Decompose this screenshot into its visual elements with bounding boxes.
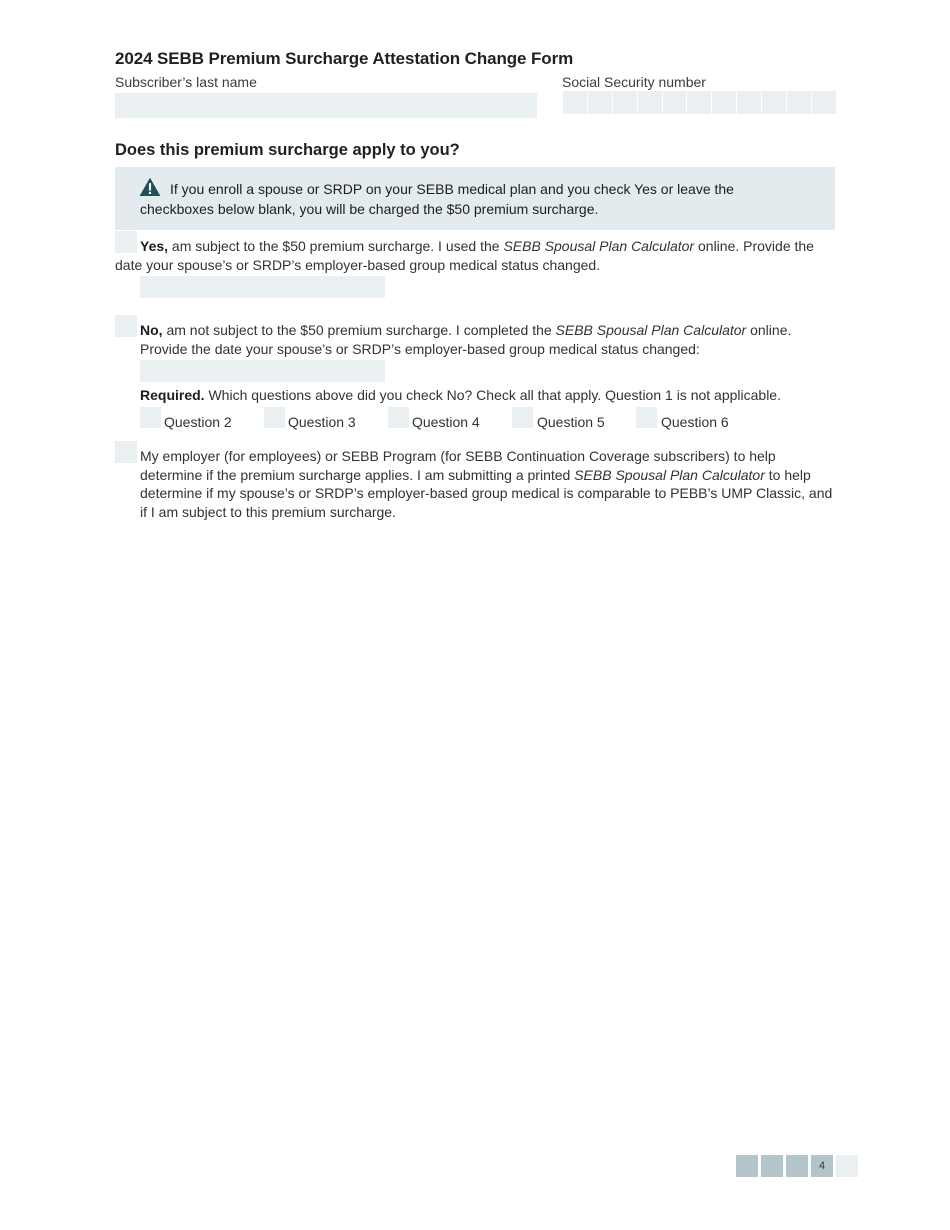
no-lead: No,: [140, 322, 163, 338]
ssn-digit-box[interactable]: [563, 91, 587, 114]
page-tab: [836, 1155, 858, 1177]
ssn-digit-box[interactable]: [613, 91, 637, 114]
employer-text-2: to help determine if my spouse’s or SRDP’s employer-based group medical is comparable to PEBB’s UMP Classic, and if I am subject to this premium surcharge.: [140, 466, 833, 520]
page-tab: [786, 1155, 808, 1177]
question-2-checkbox[interactable]: [140, 407, 161, 428]
ssn-digit-box[interactable]: [787, 91, 811, 114]
question-5-label: Question 5: [537, 414, 605, 430]
employer-option-text: [140, 447, 835, 521]
page-navigation: [736, 1155, 858, 1177]
yes-option-text: [115, 237, 837, 274]
ssn-digit-box[interactable]: [663, 91, 687, 114]
ssn-digit-box[interactable]: [712, 91, 736, 114]
last-name-field[interactable]: [115, 93, 537, 118]
employer-calculator-name: SEBB Spousal Plan Calculator: [574, 466, 765, 483]
question-6-label: Question 6: [661, 414, 729, 430]
section-heading: Does this premium surcharge apply to you?: [115, 141, 460, 159]
ssn-field[interactable]: [563, 91, 836, 114]
yes-date-field[interactable]: [140, 276, 385, 298]
no-text-1: am not subject to the $50 premium surcharge. I completed the: [162, 322, 556, 338]
question-4-label: Question 4: [412, 414, 480, 430]
required-lead: Required.: [140, 387, 205, 403]
no-option-text: [140, 321, 830, 358]
yes-lead: Yes,: [140, 238, 169, 254]
ssn-label: Social Security number: [562, 74, 706, 90]
page-tab: [761, 1155, 783, 1177]
yes-text-2: online. Provide the date your spouse’s or SRDP’s employer-based group medical status changed.: [115, 238, 814, 273]
question-2-label: Question 2: [164, 414, 232, 430]
ssn-digit-box[interactable]: [588, 91, 612, 114]
question-4-checkbox[interactable]: [388, 407, 409, 428]
no-checkbox[interactable]: [115, 315, 137, 337]
last-name-label: Subscriber’s last name: [115, 74, 257, 90]
no-text-2: online. Provide the date your spouse’s or SRDP’s employer-based group medical status changed:: [140, 322, 792, 357]
question-6-checkbox[interactable]: [636, 407, 657, 428]
question-5-checkbox[interactable]: [512, 407, 533, 428]
ssn-digit-box[interactable]: [812, 91, 836, 114]
required-text: [140, 386, 830, 405]
ssn-digit-box[interactable]: [687, 91, 711, 114]
page-tab: [736, 1155, 758, 1177]
employer-text-1: My employer (for employees) or SEBB Program (for SEBB Continuation Coverage subscribers) to help determine if the premium surcharge applies. I am submitting a printed: [140, 448, 776, 483]
employer-checkbox[interactable]: [115, 441, 137, 463]
question-3-checkbox[interactable]: [264, 407, 285, 428]
required-instruction: Which questions above did you check No? Check all that apply. Question 1 is not applicable.: [204, 387, 781, 403]
yes-calculator-name: SEBB Spousal Plan Calculator: [503, 238, 695, 254]
ssn-digit-box[interactable]: [737, 91, 761, 114]
no-calculator-name: SEBB Spousal Plan Calculator: [555, 322, 747, 338]
ssn-digit-box[interactable]: [638, 91, 662, 114]
yes-text-1: am subject to the $50 premium surcharge. I used the: [168, 238, 504, 254]
no-date-field[interactable]: [140, 360, 385, 382]
ssn-digit-box[interactable]: [762, 91, 786, 114]
form-title: 2024 SEBB Premium Surcharge Attestation Change Form: [115, 49, 574, 68]
question-3-label: Question 3: [288, 414, 356, 430]
alert-text: If you enroll a spouse or SRDP on your SEBB medical plan and you check Yes or leave the checkboxes below blank, you will be charged the $50 premium surcharge.: [140, 181, 734, 217]
page-number: 4: [811, 1155, 833, 1177]
